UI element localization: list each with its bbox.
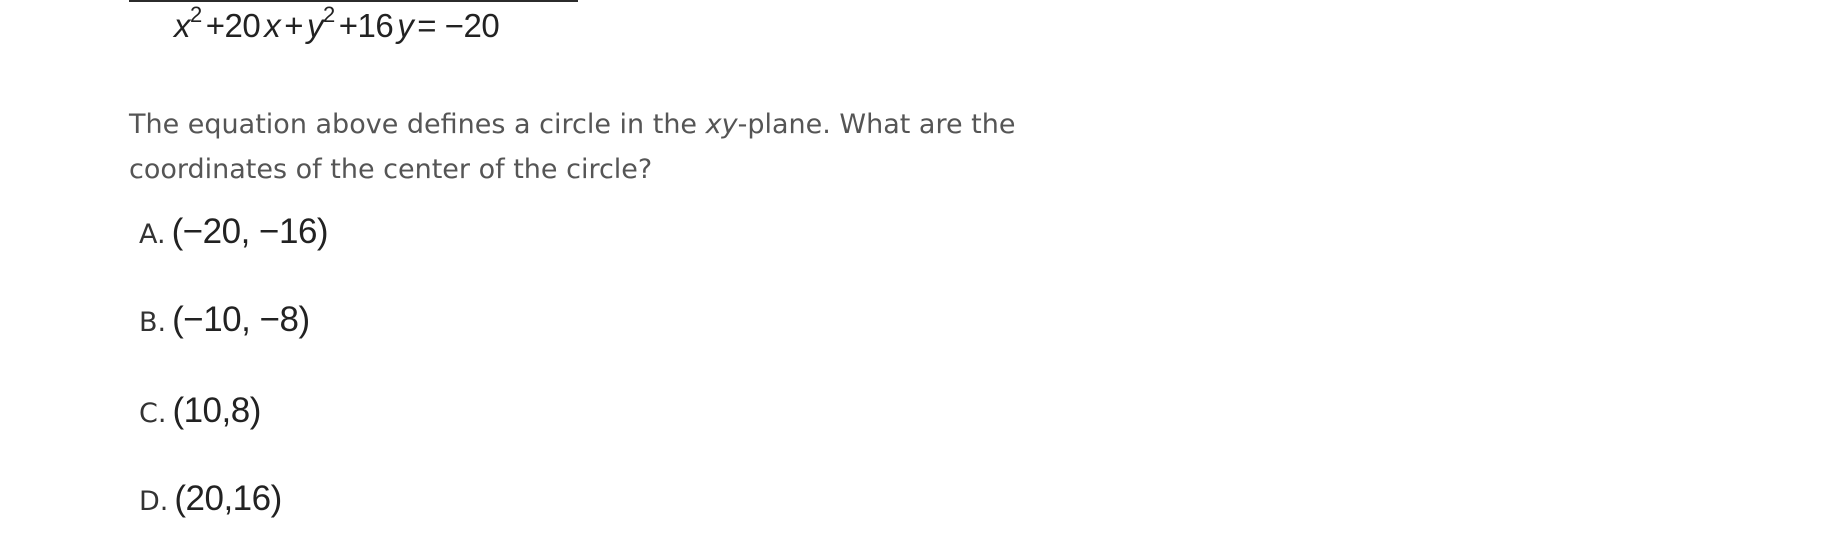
- question-text-start: The equation above defines a circle in the: [129, 109, 706, 140]
- choice-d-value: (20,16): [174, 479, 282, 518]
- choice-b[interactable]: [139, 300, 310, 354]
- choice-a[interactable]: [139, 212, 328, 266]
- choice-b-value: (−10, −8): [172, 300, 310, 339]
- eq-y-exponent: 2: [323, 2, 335, 27]
- choice-c[interactable]: [139, 391, 261, 445]
- choice-a-value: (−20, −16): [171, 212, 329, 251]
- question-text: [129, 102, 1069, 192]
- choice-c-letter: C.: [139, 398, 167, 429]
- eq-x-variable-2: x: [264, 7, 281, 44]
- eq-term-20: +20: [205, 7, 261, 44]
- eq-y-variable: y: [307, 7, 324, 44]
- choice-b-letter: B.: [139, 307, 167, 338]
- eq-x-variable: x: [174, 7, 190, 44]
- eq-term-16: +16: [338, 7, 394, 44]
- eq-right-hand-side: = −20: [417, 7, 500, 44]
- choice-a-letter: A.: [139, 219, 166, 250]
- eq-y-variable-2: y: [397, 7, 414, 44]
- circle-equation: [174, 4, 503, 48]
- choice-d-letter: D.: [139, 486, 169, 517]
- choice-c-value: (10,8): [172, 391, 261, 430]
- eq-plus: +: [284, 7, 304, 44]
- question-text-end: -plane. What are the coordinates of the center of the circle?: [129, 109, 1016, 185]
- eq-x-exponent: 2: [190, 2, 202, 27]
- question-italic-xy: xy: [705, 109, 738, 140]
- choice-d[interactable]: [139, 479, 282, 533]
